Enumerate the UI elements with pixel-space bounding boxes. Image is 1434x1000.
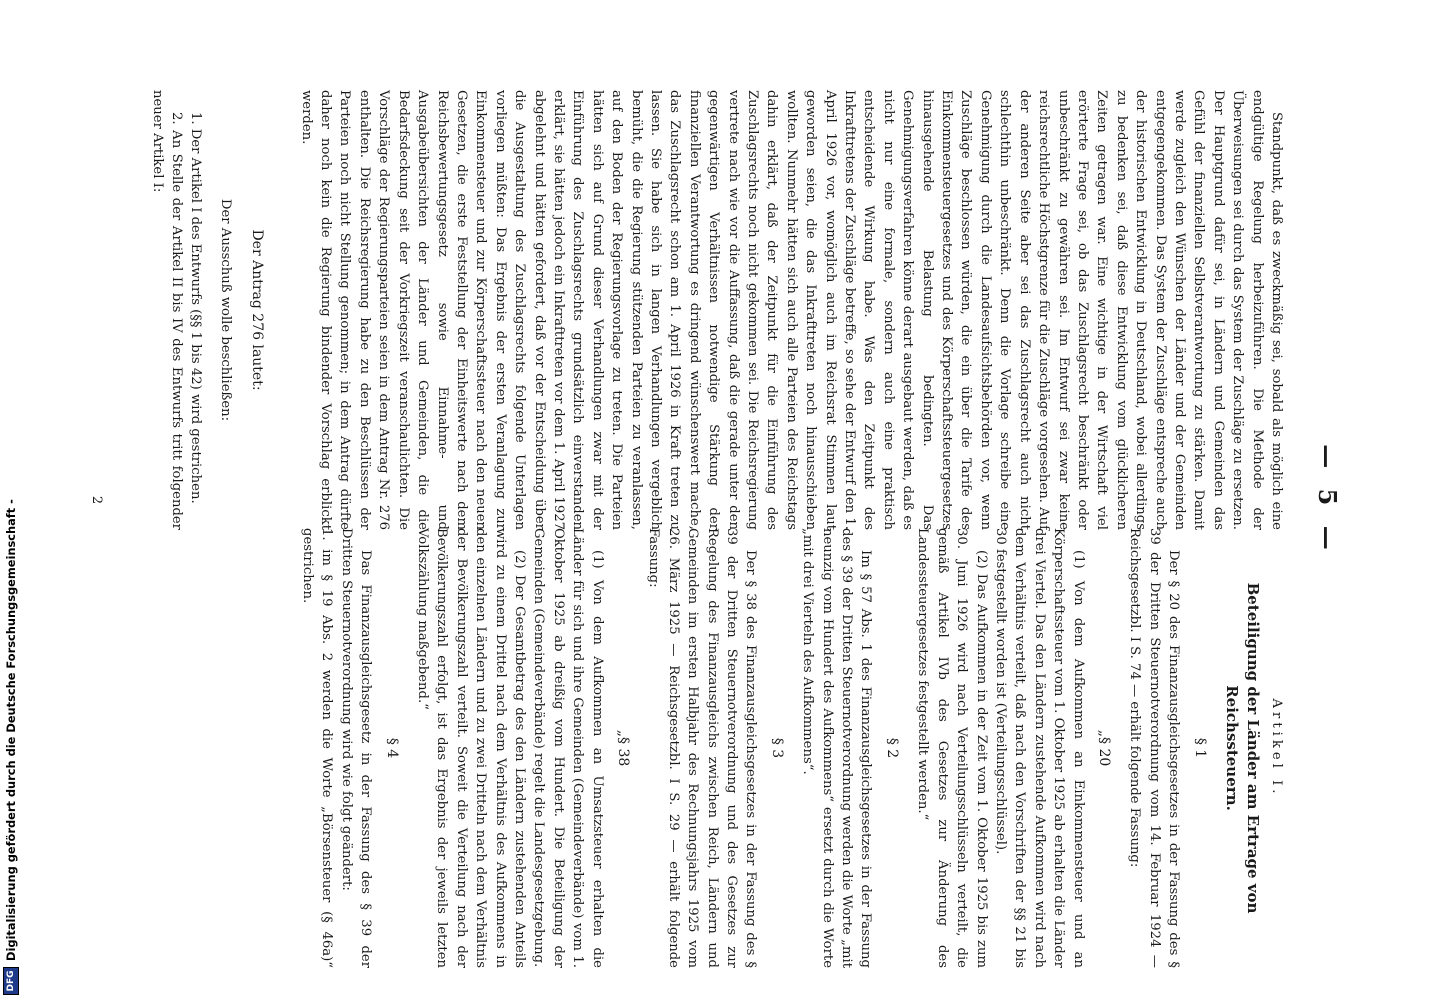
digitization-credit-strip <box>2 40 22 995</box>
motion-item-1: 1. Der Artikel I des Entwurfs (§§ 1 bis 42) wird gestrichen. <box>188 112 204 504</box>
article-title: Artikel I. <box>1269 698 1284 798</box>
page-number: — 5 — <box>1313 444 1342 556</box>
section-4-text: Das Finanzausgleichsgesetz in der Fassung des § 39 der Dritten Steuernotverordnung wird wie folgt geändert: <box>338 528 374 968</box>
motion-item-2: 2. An Stelle der Artikel II bis IV des Entwurfs tritt folgender neuer Artikel I: <box>149 90 185 530</box>
footer-page-number: 2 <box>89 495 104 505</box>
section-1-text: Der § 20 des Finanzausgleichsgesetzes in der Fassung des § 39 der Dritten Steuernotverordnung vom 14. Februar 1924 — Reichsgesetzbl. I S. 74 — erhält folgende Fassung: <box>1127 528 1182 968</box>
section-3-label: § 3 <box>768 737 785 759</box>
section-38-para-1: (1) Von dem Aufkommen an Umsatzsteuer erhalten die Länder für sich und ihre Gemeinden (Gemeindeverbände) vom 1. Oktober 1925 ab dreißig vom Hundert. Die Beteiligung der Gemeinden (Gemeindeverbände) regelt die Landesgesetzgebung. <box>531 528 605 968</box>
section-38-para-2: (2) Der Gesamtbetrag des den Ländern zustehenden Anteils wird zu einem Drittel nach dem Verhältnis des Aufkommens in den einzelnen Ländern und zu zwei Dritteln nach dem Verhältnis der Bevölkerungszahl verteilt. Soweit die Verteilung nach der Bevölkerungszahl erfolgt, ist das Ergebnis der jeweils letzten Volkszählung maßgebend.“ <box>414 528 527 968</box>
section-2-label: § 2 <box>883 737 900 759</box>
section-4-item-1: 1. im § 19 Abs. 2 werden die Worte „Börsensteuer (§ 46a)“ gestrichen. <box>299 528 335 968</box>
motion-heading: Der Antrag 276 lautet: <box>249 229 266 391</box>
section-2-text: Im § 57 Abs. 1 des Finanzausgleichsgesetzes in der Fassung des § 39 der Dritten Steuernotverordnung werden die Worte „mit neunzig vom Hundert des Aufkommens“ ersetzt durch die Worte „mit drei Vierteln des Aufkommens“. <box>800 528 874 968</box>
resolve-heading: Der Ausschuß wolle beschließen: <box>217 198 233 422</box>
section-1-label: § 1 <box>1191 737 1208 759</box>
section-3-text: Der § 38 des Finanzausgleichsgesetzes in der Fassung des § 39 der Dritten Steuernotverordnung und des Gesetzes zur Regelung des Finanzausgleichs zwischen Reich, Ländern und Gemeinden im ersten Halbjahr des Rechnungsjahrs 1925 vom 26. März 1925 — Reichsgesetzbl. I S. 29 — erhält folgende Fassung: <box>646 528 759 968</box>
section-20-para-1: (1) Von dem Aufkommen an Einkommensteuer und an Körperschaftssteuer vom 1. Oktober 1925 ab erhalten die Länder drei Viertel. Das den Ländern zustehende Aufkommen wird nach dem Verhältnis verteilt, daß nach den Vorschriften der §§ 21 bis 30 festgestellt worden ist (Verteilungsschlüssel). <box>992 528 1086 968</box>
section-4-label: § 4 <box>383 737 400 759</box>
article-subtitle: Beteiligung der Länder am Ertrage von Reichssteuern. <box>1222 582 1262 914</box>
section-20-para-2: (2) Das Aufkommen in der Zeit vom 1. Oktober 1925 bis zum 30. Juni 1926 wird nach Verteilungsschlüsseln verteilt, die gemäß Artikel IVb des Gesetzes zur Änderung des Landessteuergesetzes festgestellt werden.“ <box>915 528 989 968</box>
right-column <box>298 528 1286 968</box>
section-20-label: „§ 20 <box>1095 729 1112 767</box>
report-paragraph: Standpunkt, daß es zweckmäßig sei, sobald als möglich eine endgültige Regelung herbeizuführen. Die Methode der Überweisungen sei durch das System der Zuschläge zu ersetzen. Der Hauptgrund dafür sei, in Ländern und Gemeinden das Gefühl der finanziellen Selbstverantwortung zu stärken. Damit werde zugleich den Wünschen der Länder und der Gemeinden entgegengekommen. Das System der Zuschläge entspreche auch der historischen Entwicklung in Deutschland, wobei allerdings zu bedenken sei, daß diese Entwicklung vom glücklicheren Zeiten getragen war. Eine wichtige in der Wirtschaft viel erörterte Frage sei, ob das Zuschlagsrecht beschränkt oder unbeschränkt zu gewähren sei. Im Entwurf sei zwar keine reichsrechtliche Höchstgrenze für die Zuschläge vorgesehen. Auf der anderen Seite aber sei das Zuschlagsrecht auch nicht schlechthin unbeschränkt. Denn die Vorlage schreibe eine Genehmigung durch die Landesaufsichtsbehörden vor, wenn Zuschläge beschlossen würden, die ein über die Tarife des Einkommensteuergesetzes und des Körperschaftssteuergesetzes hinausgehende Belastung bedingten. Das Genehmigungsverfahren könne derart ausgebaut werden, daß es nicht nur eine formale, sondern auch eine praktisch entscheidende Wirkung habe. Was den Zeitpunkt des Inkrafttretens der Zuschläge betreffe, so sehe der Entwurf den 1. April 1926 vor, womöglich auch im Reichsrat Stimmen laut geworden seien, die das Inkrafttreten noch hinausschieben wollten. Nunmehr hätten sich auch alle Parteien des Reichstags dahin erklärt, daß der Zeitpunkt für die Einführung des Zuschlagsrechts noch nicht gekommen sei. Die Reichsregierung vertrete nach wie vor die Auffassung, daß die gerade unter den gegenwärtigen Verhältnissen notwendige Stärkung der finanziellen Verantwortung es dringend wünschenswert mache, das Zuschlagsrecht schon am 1. April 1926 in Kraft treten zu lassen. Sie habe sich in langen Verhandlungen vergeblich bemüht, die die Regierung stützenden Parteien zu veranlassen, auf den Boden der Regierungsvorlage zu treten. Die Parteien hätten sich auf Grund dieser Verhandlungen zwar mit der Einführung des Zuschlagsrechts grundsätzlich einverstanden erklärt, sie hätten jedoch ein Inkrafttreten vor dem 1. April 1927 abgelehnt und hätten gefordert, daß vor der Entscheidung über die Ausgestaltung des Zuschlagsrechts folgende Unterlagen vorliegen müßten: Das Ergebnis der ersten Veranlagung zur Einkommensteuer und zur Körperschaftssteuer nach den neuen Gesetzen, die erste Feststellung der Einheitswerte nach dem Reichsbewertungsgesetz sowie Einnahme- und Ausgabeübersichten der Länder und Gemeinden, die die Bedarfsdeckung seit der Vorkriegszeit veranschaulichten. Die Vorschläge der Regierungsparteien seien in dem Antrag Nr. 276 enthalten. Die Reichsregierung habe zu den Beschlüssen der Parteien noch nicht Stellung genommen; in dem Antrag dürfte daher noch kein die Regierung bindender Vorschlag erblickt werden. <box>298 90 1284 530</box>
digitization-credit-text: Digitalisierung gefördert durch die Deutsche Forschungsgemeinschaft - <box>4 499 18 961</box>
dfg-logo-icon: DFG <box>3 967 19 995</box>
digitization-credit <box>2 40 20 995</box>
left-column <box>147 90 1286 530</box>
section-38-label: „§ 38 <box>615 729 632 767</box>
